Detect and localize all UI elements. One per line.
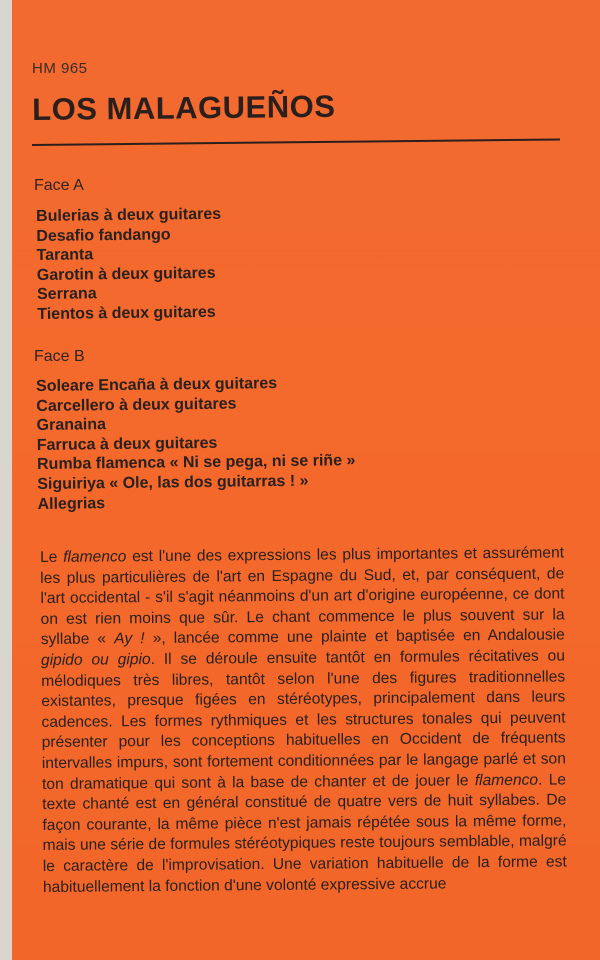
face-a-label: Face A bbox=[34, 177, 84, 194]
liner-text: est l'une des expressions les plus importantes et assurément les plus particulières de l'art en Espagne du Sud, et, par conséquent, de l'art occidental - s'il s'agit néanmoins d'un art d'origine européenne, ce dont on est rien moins que sûr. Le chant commence le plus souvent sur la syllabe « bbox=[40, 544, 565, 649]
face-b-label: Face B bbox=[34, 348, 85, 365]
liner-text: Le bbox=[40, 548, 64, 566]
track-item: Desafio fandango bbox=[36, 225, 171, 245]
track-item: Serrana bbox=[36, 285, 97, 304]
track-item: Granaina bbox=[36, 416, 107, 435]
liner-text: », lancée comme une plainte et baptisée en Andalousie bbox=[144, 626, 565, 648]
track-item: Soleare Encaña à deux guitares bbox=[36, 375, 278, 395]
liner-text: . Le texte chanté est en général constitué de quatre vers de huit syllabes. De façon courante, la même pièce n'est jamais répétée sous la même forme, mais une série de formules stéréotypiques reste toujours semblable, malgré le caractère de l'improvisation. Une variation habituelle de la forme est habituellement la fonction d'une volonté expressive accrue bbox=[42, 770, 567, 896]
track-item: Allegrias bbox=[37, 494, 106, 513]
catalog-number: HM 965 bbox=[32, 60, 88, 77]
track-item: Farruca à deux guitares bbox=[36, 434, 218, 454]
record-sleeve-back bbox=[12, 0, 600, 960]
liner-emphasis: flamenco bbox=[63, 548, 127, 566]
liner-emphasis: gipido ou gipio bbox=[40, 651, 151, 669]
face-a-tracklist bbox=[36, 205, 222, 325]
track-item: Taranta bbox=[36, 246, 94, 265]
track-item: Carcellero à deux guitares bbox=[36, 395, 237, 415]
track-item: Bulerias à deux guitares bbox=[36, 205, 222, 225]
track-item: Tientos à deux guitares bbox=[37, 303, 216, 323]
liner-emphasis: flamenco bbox=[474, 771, 539, 789]
liner-emphasis: Ay ! bbox=[114, 630, 145, 648]
album-title: LOS MALAGUEÑOS bbox=[32, 88, 336, 127]
liner-text: . Il se déroule ensuite tantôt en formules récitatives ou mélodiques très libres, tantôt selon l'une des figures traditionnelles existantes, presque figées en stéréotypes, principalement dans leurs cadences. Les formes rythmiques et les structures tonales qui peuvent présenter pour les conceptions habituelles en Occident de fréquents intervalles impurs, sont fortement conditionnées par le langage parlé et son ton dramatique qui sont à la base de chanter et de jouer le bbox=[41, 647, 566, 793]
face-b-tracklist bbox=[36, 373, 356, 514]
track-item: Siguiriya « Ole, las dos guitarras ! » bbox=[37, 472, 309, 493]
track-item: Rumba flamenca « Ni se pega, ni se riñe » bbox=[36, 452, 356, 474]
title-divider bbox=[32, 138, 560, 146]
track-item: Garotin à deux guitares bbox=[36, 264, 216, 284]
liner-notes bbox=[40, 543, 567, 898]
